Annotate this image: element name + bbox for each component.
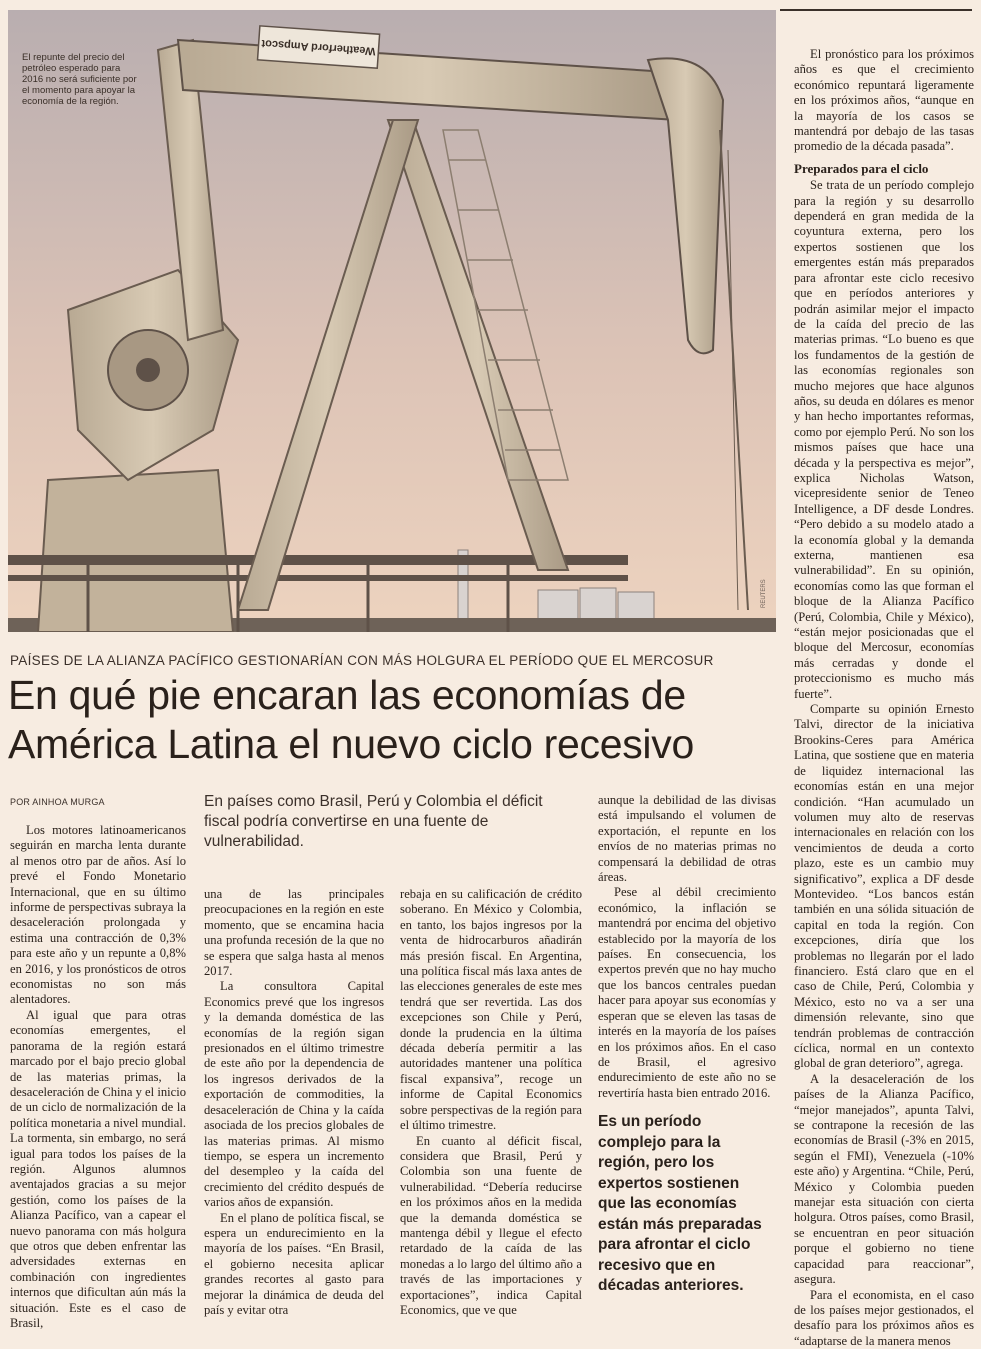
column-2 bbox=[204, 887, 384, 1318]
paragraph: Los motores latinoamericanos seguirán en marcha lenta durante al menos otro par de años. Así lo prevé el Fondo Monetario Internacional, que en su último informe de perspectivas subraya la desaceleración prolongada y estima una contracción de 0,3% para este año y un repunte a 0,8% en 2016, y los pronósticos de otros economistas no son más alentadores. bbox=[10, 823, 186, 1008]
pull-quote: En países como Brasil, Perú y Colombia el déficit fiscal podría convertirse en una fuente de vulnerabilidad. bbox=[204, 792, 574, 852]
top-rule bbox=[780, 9, 972, 11]
byline: POR AINHOA MURGA bbox=[10, 797, 105, 807]
column-5 bbox=[794, 47, 974, 1349]
paragraph: Al igual que para otras economías emergentes, el panorama de la región estará marcado por el bajo precio global de las materias primas, la desaceleración de China y el inicio de un ciclo de normalización de la política monetaria a nivel mundial. La tormenta, sin embargo, no será igual para todos los países de la región. Algunos alumnos aventajados gracias a su mejor gestión, como los países de la Alianza Pacífico, van a capear el nuevo panorama con más holgura que otros que deben enfrentar las adversidades externas en combinación con ingredientes internos que dificultan aún más la situación. Este es el caso de Brasil, bbox=[10, 1008, 186, 1332]
paragraph: una de las principales preocupaciones en la región en este momento, que se encamina hacia una profunda recesión de la que no se espera que salga hasta al menos 2017. bbox=[204, 887, 384, 979]
photo-credit: REUTERS bbox=[761, 579, 767, 608]
subhead: Preparados para el ciclo bbox=[794, 161, 974, 176]
paragraph: En cuanto al déficit fiscal, considera que Brasil, Perú y Colombia son una fuente de vulnerabilidad. “Debería reducirse en los próximos años en la medida que la demanda doméstica se mantenga débil y llegue el efecto retardado de la caída de las monedas a lo largo del último año a través de las importaciones y exportaciones”, indica Capital Economics, que ve que bbox=[400, 1134, 582, 1319]
sign-label: Weatherford Ampscot bbox=[261, 37, 376, 57]
paragraph: La consultora Capital Economics prevé que los ingresos y la demanda doméstica de las economías de la región sigan presionados en el último trimestre de este año por la dependencia de los ingresos derivados de la exportación de commodities, la desaceleración de China y la caída asociada de los precios globales de las materias primas. Al mismo tiempo, se espera un incremento del desempleo y la caída del crecimiento del crédito después de varios años de expansión. bbox=[204, 979, 384, 1210]
paragraph: El pronóstico para los próximos años es que el crecimiento económico repuntará ligeramente en los próximos años, “aunque en la mayoría de los casos se mantendrá por debajo de las tasas promedio de la década pasada”. bbox=[794, 47, 974, 155]
pull-quote-2: Es un período complejo para la región, pero los expertos sostienen que las economías están más preparadas para afrontar el ciclo recesivo que en décadas anteriores. bbox=[598, 1112, 770, 1297]
paragraph: aunque la debilidad de las divisas está impulsando el volumen de exportación, el repunte en los envíos de no materias primas no compensará la debilidad de otras áreas. bbox=[598, 793, 776, 885]
paragraph: Se trata de un período complejo para la región y su desarrollo dependerá en gran medida de la coyuntura externa, pero los expertos sostienen que los emergentes están más preparados para afrontar este ciclo recesivo que en períodos anteriores y podrán asimilar mejor el impacto de la caída del precio de las materias primas. “Lo bueno es que los fundamentos de la gestión de las economías regionales son mucho mejores que hace algunos años, su deuda en dólares es menor y han hecho importantes reformas, como por ejemplo Perú. No son los mismos países que hace una década y la perspectiva es mejor”, explica Nicholas Watson, vicepresidente senior de Teneo Intelligence, a DF desde Londres. “Pero debido a su modelo atado a la economía global y la demanda externa, mantienen esa vulnerabilidad”. En su opinión, economías como las que forman el bloque de la Alianza Pacífico (Perú, Colombia, Chile y México), “están mejor posicionadas que el bloque del Mercosur, economías más cerradas y donde el proteccionismo es mucho más fuerte”. bbox=[794, 178, 974, 702]
paragraph: rebaja en su calificación de crédito soberano. En México y Colombia, en tanto, los bajos ingresos por la venta de hidrocarburos añadirán más presión fiscal. En Argentina, una política fiscal más laxa antes de las elecciones generales de este mes tendrá que ser revertida. Las dos excepciones son Chile y Perú, donde la prudencia en la última década debería permitir a las autoridades mantener una política fiscal expansiva”, recoge un informe de Capital Economics sobre perspectivas de la región para el último trimestre. bbox=[400, 887, 582, 1134]
column-4 bbox=[598, 793, 776, 1101]
column-3 bbox=[400, 887, 582, 1318]
paragraph: A la desaceleración de los países de la Alianza Pacífico, “mejor manejados”, apunta Talvi, se contrapone la recesión de las economías de Brasil (-3% en 2015, según el FMI), Venezuela (-10% este año) y Argentina. “Chile, Perú, México y Colombia pueden manejar esta situación con cierta holgura. Otros países, como Brasil, se encuentran en peor situación porque el gobierno no tiene capacidad para reaccionar”, asegura. bbox=[794, 1072, 974, 1288]
paragraph: Pese al débil crecimiento económico, la inflación se mantendrá por encima del objetivo establecido por la mayoría de los países. En consecuencia, los expertos prevén que no hay mucho que los bancos centrales puedan hacer para apoyar sus economías y esperan que se eleven las tasas de interés en la mayoría de los países en los próximos años. En el caso de Brasil, el agresivo endurecimiento de este año no se revertiría hasta bien entrado 2016. bbox=[598, 885, 776, 1101]
paragraph: En el plano de política fiscal, se espera un endurecimiento en la mayoría de los países. “En Brasil, el gobierno necesita aplicar grandes recortes al gasto para mejorar la dinámica de deuda del país y evitar otra bbox=[204, 1211, 384, 1319]
column-1 bbox=[10, 823, 186, 1331]
article-kicker: PAÍSES DE LA ALIANZA PACÍFICO GESTIONARÍAN CON MÁS HOLGURA EL PERÍODO QUE EL MERCOSUR bbox=[10, 653, 714, 668]
paragraph: Para el economista, en el caso de los países mejor gestionados, el desafío para los próximos años es “adaptarse de la manera menos bbox=[794, 1288, 974, 1349]
photo-caption: El repunte del precio del petróleo esperado para 2016 no será suficiente por el momento para apoyar la economía de la región. bbox=[22, 52, 142, 107]
headline-line-2: América Latina el nuevo ciclo recesivo bbox=[8, 721, 694, 767]
headline-line-1: En qué pie encaran las economías de bbox=[8, 672, 686, 718]
paragraph: Comparte su opinión Ernesto Talvi, director de la iniciativa Brookins-Ceres para América Latina, que sostiene que en materia de liquidez internacional las economías están en una mejor condición. “Han acumulado un volumen muy alto de reservas internacionales en relación con los vencimientos de deuda a corto plazo, este es un cambio muy significativo”, explica a DF desde Montevideo. “Los bancos están también en una sólida situación de capital en toda la región. Con excepciones, diría que los problemas no llegarán por el lado financiero. Está claro que en el caso de Chile, Perú, Colombia y México, esto no va a ser una dimensión relevante, sino que tendrán problemas de contracción cíclica, normal en un contexto global de gran deterioro”, agrega. bbox=[794, 702, 974, 1072]
article-headline bbox=[8, 671, 778, 769]
